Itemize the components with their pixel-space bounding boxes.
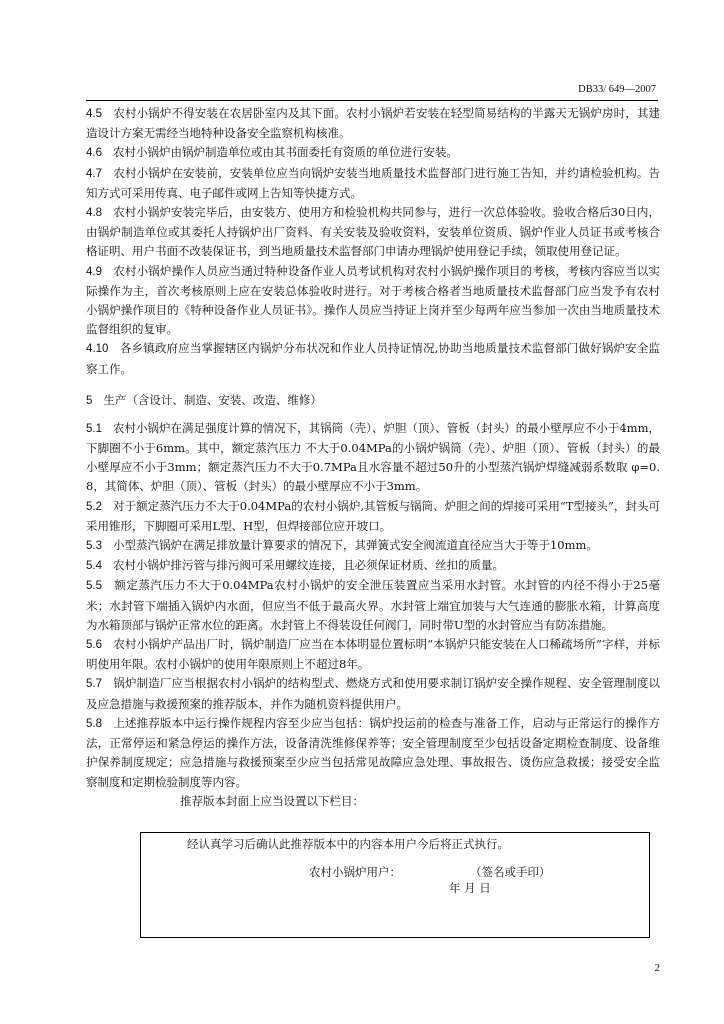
clause-text: 农村小锅炉由锅炉制造单位或由其书面委托有资质的单位进行安装。 [112, 145, 458, 160]
clause-number: 5.4 [86, 560, 102, 573]
section-5-items [86, 419, 660, 792]
clause-item [86, 635, 660, 674]
clause-item [86, 576, 660, 635]
clause-number: 5.8 [86, 717, 102, 730]
clause-text: 小型蒸汽锅炉在满足排放量计算要求的情况下，其弹簧式安全阀流道直径应当大于等于10mm。 [112, 538, 598, 553]
page-number: 2 [654, 962, 660, 974]
section-4-items [86, 104, 660, 379]
clause-number: 4.8 [86, 207, 102, 220]
section-5-number: 5 [86, 394, 93, 407]
clause-item [86, 203, 660, 262]
cover-box-user-label: 农村小锅炉用户： [309, 865, 401, 879]
cover-box-sign-label: （签名或手印） [470, 865, 551, 879]
clause-text: 锅炉制造厂应当根据农村小锅炉的结构型式、燃烧方式和使用要求制订锅炉安全操作规程、安全管理制度以及应急措施与救援预案的推荐版本，并作为随机资料提供用户。 [86, 676, 661, 711]
clause-item [86, 419, 660, 497]
clause-number: 5.3 [86, 540, 102, 553]
clause-text: 农村小锅炉产品出厂时，锅炉制造厂应当在本体明显位置标明“本锅炉只能安装在人口稀疏场所”字样，并标明使用年限。农村小锅炉的使用年限原则上不超过8年。 [86, 637, 660, 672]
clause-item [86, 497, 660, 536]
clause-text: 额定蒸汽压力不大于0.04MPa农村小锅炉的安全泄压装置应当采用水封管。水封管的内径不得小于25毫米；水封管下端插入锅炉内水面，但应当不低于最高火界。水封管上端宜加装与大气连通的膨胀水箱，计算高度为水箱顶部与锅炉正常水位的距离。水封管上不得装设任何阀门，同时带U型的水封管应当有防冻措施。 [86, 578, 661, 632]
clause-text: 农村小锅炉不得安装在农居卧室内及其下面。农村小锅炉若安装在轻型简易结构的半露天无锅炉房时，其建造设计方案无需经当地特种设备安全监察机构核准。 [86, 106, 661, 141]
clause-text: 对于额定蒸汽压力不大于0.04MPa的农村小锅炉,其管板与锅筒、炉胆之间的焊接可采用“T型接头”，封头可采用锥形，下脚圈可采用L型、H型，但焊接部位应开坡口。 [86, 498, 660, 533]
clause-item [86, 536, 660, 556]
clause-text: 农村小锅炉操作人员应当通过特种设备作业人员考试机构对农村小锅炉操作项目的考核，考核内容应当以实际操作为主，首次考核原则上应在安装总体验收时进行。对于考核合格者当地质量技术监督部门应当发予有农村小锅炉操作项目的《特种设备作业人员证书》。操作人员应当持证上岗并至少每两年应当参加一次由当地质量技术监督组织的复审。 [86, 263, 661, 337]
standard-code: DB33/ 649—2007 [578, 84, 656, 95]
header-rule [86, 100, 658, 101]
clause-item [86, 262, 660, 340]
cover-box-date-label: 年 月 日 [449, 881, 491, 895]
section-5-title: 生产（含设计、制造、安装、改造、维修） [103, 392, 322, 407]
document-body [86, 104, 660, 811]
clause-text: 上述推荐版本中运行操作规程内容至少应当包括：锅炉投运前的检查与准备工作，启动与正常运行的操作方法，正常停运和紧急停运的操作方法，设备清洗维修保养等；安全管理制度至少包括设备定期检查制度、设备维护保养制度规定；应急措施与救援预案至少应当包括常见故障应急处理、事故报告、烫伤应急救援；接受安全监察制度和定期检验制度等内容。 [86, 715, 661, 789]
clause-item [86, 714, 660, 792]
clause-number: 5.1 [86, 422, 102, 435]
clause-text: 农村小锅炉在安装前，安装单位应当向锅炉安装当地质量技术监督部门进行施工告知，并约请检验机构。告知方式可采用传真、电子邮件或网上告知等快捷方式。 [86, 165, 661, 200]
clause-number: 4.6 [86, 147, 102, 160]
clause-number: 4.10 [86, 343, 109, 356]
clause-number: 4.9 [86, 265, 102, 278]
clause-number: 5.6 [86, 639, 102, 652]
clause-number: 4.7 [86, 167, 102, 180]
cover-box [140, 832, 650, 938]
clause-text: 农村小锅炉在满足强度计算的情况下，其锅筒（壳）、炉胆（顶）、管板（封头）的最小壁厚应不小于4mm，下脚圈不小于6mm。其中，额定蒸汽压力 不大于0.04MPa的小锅炉锅筒（壳）、炉胆（顶）、管板（封头）的最小壁厚应不小于3mm；额定蒸汽压力不大于0.7MPa且水容量不超过50升的小型蒸汽锅炉焊缝减弱系数取 φ=0.8，其简体、炉胆（顶）、管板（封头）的最小壁厚应不小于3mm。 [86, 420, 661, 494]
clause-number: 4.5 [86, 108, 102, 120]
clause-number: 5.7 [86, 678, 102, 691]
clause-item [86, 143, 660, 163]
cover-note: 推荐版本封面上应当设置以下栏目： [180, 793, 364, 808]
clause-text: 农村小锅炉排污管与排污阀可采用螺纹连接，且必须保证材质、丝扣的质量。 [112, 558, 504, 573]
section-5-heading [86, 391, 660, 411]
clause-number: 5.5 [86, 580, 102, 593]
clause-item [86, 674, 660, 713]
clause-item [86, 104, 660, 143]
clause-item [86, 556, 660, 576]
clause-item [86, 339, 660, 378]
clause-text: 农村小锅炉安装完毕后，由安装方、使用方和检验机构共同参与，进行一次总体验收。验收合格后30日内，由锅炉制造单位或其委托人持锅炉出厂资料、有关安装及验收资料，安装单位资质、锅炉作业人员证书或考核合格证明、用户书面不改装保证书，到当地质量技术监督部门申请办理锅炉使用登记手续，领取使用登记证。 [86, 205, 660, 259]
clause-text: 各乡镇政府应当掌握辖区内锅炉分布状况和作业人员持证情况,协助当地质量技术监督部门做好锅炉安全监察工作。 [86, 341, 661, 376]
clause-number: 5.2 [86, 500, 102, 513]
clause-item [86, 164, 660, 203]
cover-box-confirmation: 经认真学习后确认此推荐版本中的内容本用户今后将正式执行。 [187, 837, 509, 851]
